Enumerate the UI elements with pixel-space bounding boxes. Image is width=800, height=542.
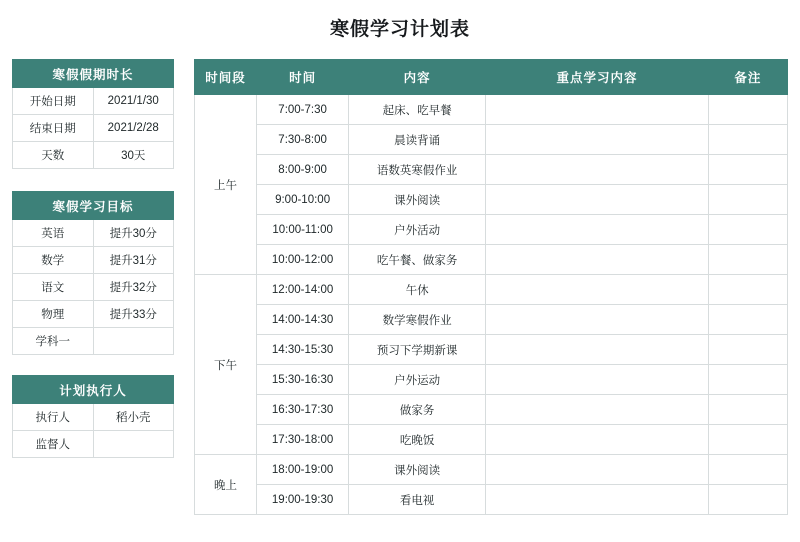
table-row xyxy=(195,455,788,485)
table-row xyxy=(13,328,174,355)
table-row xyxy=(195,185,788,215)
row-value[interactable]: 30天 xyxy=(93,142,174,169)
content-cell[interactable]: 吃晚饭 xyxy=(349,425,486,455)
note-cell[interactable] xyxy=(708,95,787,125)
row-value[interactable] xyxy=(93,431,174,458)
content-cell[interactable]: 课外阅读 xyxy=(349,455,486,485)
content-cell[interactable]: 预习下学期新课 xyxy=(349,335,486,365)
time-cell[interactable]: 18:00-19:00 xyxy=(257,455,349,485)
table-row xyxy=(13,88,174,115)
table-row xyxy=(195,95,788,125)
note-cell[interactable] xyxy=(708,185,787,215)
content-cell[interactable]: 午休 xyxy=(349,275,486,305)
period-cell-afternoon: 下午 xyxy=(195,275,257,455)
time-cell[interactable]: 9:00-10:00 xyxy=(257,185,349,215)
time-cell[interactable]: 10:00-12:00 xyxy=(257,245,349,275)
table-row xyxy=(195,275,788,305)
row-value[interactable]: 2021/2/28 xyxy=(93,115,174,142)
focus-cell[interactable] xyxy=(486,455,709,485)
table-row xyxy=(13,142,174,169)
row-label: 监督人 xyxy=(13,431,94,458)
right-column xyxy=(194,59,788,515)
column-header-content: 内容 xyxy=(349,60,486,95)
table-row xyxy=(195,365,788,395)
content-cell[interactable]: 数学寒假作业 xyxy=(349,305,486,335)
table-row xyxy=(13,301,174,328)
content-cell[interactable]: 晨读背诵 xyxy=(349,125,486,155)
table-row xyxy=(195,485,788,515)
table-row xyxy=(13,274,174,301)
row-label: 数学 xyxy=(13,247,94,274)
time-cell[interactable]: 16:30-17:30 xyxy=(257,395,349,425)
spacer xyxy=(12,169,174,191)
row-value[interactable] xyxy=(93,328,174,355)
note-cell[interactable] xyxy=(708,365,787,395)
executor-header: 计划执行人 xyxy=(13,376,174,404)
row-label: 执行人 xyxy=(13,404,94,431)
content-cell[interactable]: 课外阅读 xyxy=(349,185,486,215)
row-label: 英语 xyxy=(13,220,94,247)
content-cell[interactable]: 语数英寒假作业 xyxy=(349,155,486,185)
row-value[interactable]: 提升32分 xyxy=(93,274,174,301)
row-label: 物理 xyxy=(13,301,94,328)
row-label: 语文 xyxy=(13,274,94,301)
note-cell[interactable] xyxy=(708,215,787,245)
focus-cell[interactable] xyxy=(486,125,709,155)
content-cell[interactable]: 户外运动 xyxy=(349,365,486,395)
time-cell[interactable]: 15:30-16:30 xyxy=(257,365,349,395)
time-cell[interactable]: 12:00-14:00 xyxy=(257,275,349,305)
row-label: 开始日期 xyxy=(13,88,94,115)
row-value[interactable]: 2021/1/30 xyxy=(93,88,174,115)
note-cell[interactable] xyxy=(708,155,787,185)
content-cell[interactable]: 起床、吃早餐 xyxy=(349,95,486,125)
executor-table xyxy=(12,375,174,458)
note-cell[interactable] xyxy=(708,275,787,305)
note-cell[interactable] xyxy=(708,455,787,485)
time-cell[interactable]: 19:00-19:30 xyxy=(257,485,349,515)
period-cell-evening: 晚上 xyxy=(195,455,257,515)
row-value[interactable]: 提升30分 xyxy=(93,220,174,247)
time-cell[interactable]: 7:30-8:00 xyxy=(257,125,349,155)
time-cell[interactable]: 8:00-9:00 xyxy=(257,155,349,185)
time-cell[interactable]: 10:00-11:00 xyxy=(257,215,349,245)
study-goals-header: 寒假学习目标 xyxy=(13,192,174,220)
focus-cell[interactable] xyxy=(486,215,709,245)
content-cell[interactable]: 做家务 xyxy=(349,395,486,425)
focus-cell[interactable] xyxy=(486,275,709,305)
focus-cell[interactable] xyxy=(486,245,709,275)
focus-cell[interactable] xyxy=(486,185,709,215)
spacer xyxy=(12,355,174,375)
table-row xyxy=(195,155,788,185)
note-cell[interactable] xyxy=(708,335,787,365)
table-row xyxy=(13,404,174,431)
table-row xyxy=(13,431,174,458)
study-goals-table xyxy=(12,191,174,355)
table-row xyxy=(195,215,788,245)
period-cell-morning: 上午 xyxy=(195,95,257,275)
column-header-time: 时间 xyxy=(257,60,349,95)
row-label: 学科一 xyxy=(13,328,94,355)
time-cell[interactable]: 14:30-15:30 xyxy=(257,335,349,365)
note-cell[interactable] xyxy=(708,425,787,455)
time-cell[interactable]: 7:00-7:30 xyxy=(257,95,349,125)
schedule-header-row xyxy=(195,60,788,95)
vacation-length-table xyxy=(12,59,174,169)
focus-cell[interactable] xyxy=(486,395,709,425)
note-cell[interactable] xyxy=(708,125,787,155)
table-row xyxy=(13,115,174,142)
focus-cell[interactable] xyxy=(486,95,709,125)
focus-cell[interactable] xyxy=(486,485,709,515)
time-cell[interactable]: 17:30-18:00 xyxy=(257,425,349,455)
vacation-length-header: 寒假假期时长 xyxy=(13,60,174,88)
focus-cell[interactable] xyxy=(486,305,709,335)
table-row xyxy=(13,247,174,274)
row-value[interactable]: 稻小壳 xyxy=(93,404,174,431)
content-cell[interactable]: 户外活动 xyxy=(349,215,486,245)
note-cell[interactable] xyxy=(708,395,787,425)
note-cell[interactable] xyxy=(708,245,787,275)
time-cell[interactable]: 14:00-14:30 xyxy=(257,305,349,335)
row-value[interactable]: 提升31分 xyxy=(93,247,174,274)
content-cell[interactable]: 看电视 xyxy=(349,485,486,515)
table-row xyxy=(195,125,788,155)
row-value[interactable]: 提升33分 xyxy=(93,301,174,328)
row-label: 结束日期 xyxy=(13,115,94,142)
row-label: 天数 xyxy=(13,142,94,169)
column-header-focus: 重点学习内容 xyxy=(486,60,709,95)
page-title: 寒假学习计划表 xyxy=(329,19,470,40)
note-cell[interactable] xyxy=(708,305,787,335)
note-cell[interactable] xyxy=(708,485,787,515)
table-row xyxy=(195,425,788,455)
document-body xyxy=(0,41,800,515)
left-column xyxy=(12,59,174,458)
focus-cell[interactable] xyxy=(486,365,709,395)
table-row xyxy=(195,335,788,365)
schedule-table xyxy=(194,59,788,515)
focus-cell[interactable] xyxy=(486,155,709,185)
focus-cell[interactable] xyxy=(486,335,709,365)
content-cell[interactable]: 吃午餐、做家务 xyxy=(349,245,486,275)
table-row xyxy=(195,245,788,275)
focus-cell[interactable] xyxy=(486,425,709,455)
column-header-note: 备注 xyxy=(708,60,787,95)
table-row xyxy=(195,395,788,425)
table-row xyxy=(13,220,174,247)
column-header-period: 时间段 xyxy=(195,60,257,95)
table-row xyxy=(195,305,788,335)
